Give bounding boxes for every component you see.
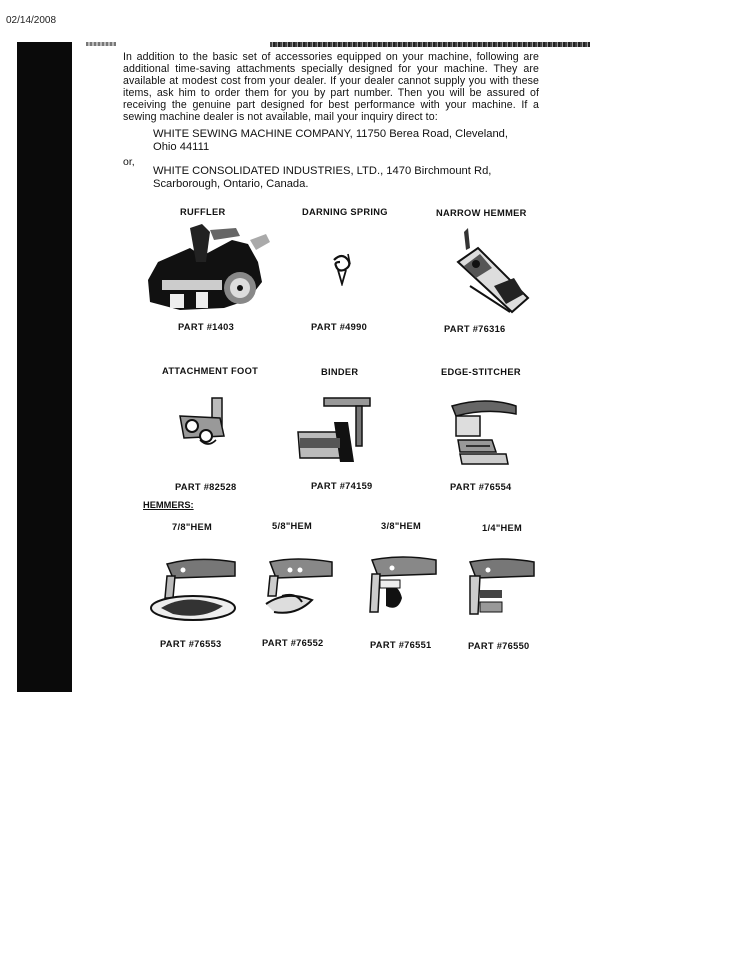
hemmer-5-8-icon <box>256 556 336 618</box>
edge-stitcher-part: PART #76554 <box>450 482 512 492</box>
attachment-foot-part: PART #82528 <box>175 482 237 492</box>
hemmer-3-8-part: PART #76551 <box>370 640 432 650</box>
intro-paragraph: In addition to the basic set of accessories equipped on your machine, following are additional time-saving attachments specially designed for your machine. They are available at modest cost from your dealer. If your dealer cannot supply you with these items, ask him to order them for you by part number. Then you will be assured of receiving the genuine part designed for best performance with your machine. If a sewing machine dealer is not available, mail your inquiry direct to: <box>123 51 539 124</box>
edge-stitcher-label: EDGE-STITCHER <box>441 367 521 377</box>
narrow-hemmer-part: PART #76316 <box>444 324 506 334</box>
binder-label: BINDER <box>321 367 359 377</box>
date-stamp: 02/14/2008 <box>6 15 57 26</box>
hemmer-3-8-icon <box>364 554 440 618</box>
hemmer-5-8-part: PART #76552 <box>262 638 324 648</box>
hemmer-3-8-label: 3/8"HEM <box>381 521 422 531</box>
or-text: or, <box>123 156 135 168</box>
edge-stitcher-icon <box>446 396 522 466</box>
ruffler-part: PART #1403 <box>178 322 235 332</box>
hemmer-7-8-icon <box>143 556 239 624</box>
binder-icon <box>296 392 374 464</box>
hemmers-heading: HEMMERS: <box>143 500 194 510</box>
address-canada: WHITE CONSOLIDATED INDUSTRIES, LTD., 1470 Birchmount Rd, Scarborough, Ontario, Canada. <box>153 165 492 190</box>
scan-edge-bar <box>17 42 72 692</box>
hemmer-7-8-part: PART #76553 <box>160 639 222 649</box>
darning-spring-label: DARNING SPRING <box>302 207 388 217</box>
hemmer-1-4-part: PART #76550 <box>468 641 530 651</box>
ruffler-icon <box>140 222 272 314</box>
top-rule-right <box>270 42 590 47</box>
darning-spring-part: PART #4990 <box>311 322 368 332</box>
ruffler-label: RUFFLER <box>180 207 226 217</box>
hemmer-1-4-label: 1/4"HEM <box>482 523 523 533</box>
attachment-foot-label: ATTACHMENT FOOT <box>162 366 259 376</box>
address-usa: WHITE SEWING MACHINE COMPANY, 11750 Berea Road, Cleveland, Ohio 44111 <box>153 128 509 153</box>
hemmer-7-8-label: 7/8"HEM <box>172 522 213 532</box>
narrow-hemmer-icon <box>450 226 532 316</box>
hemmer-1-4-icon <box>462 556 538 620</box>
hemmer-5-8-label: 5/8"HEM <box>272 521 313 531</box>
attachment-foot-icon <box>172 396 244 450</box>
narrow-hemmer-label: NARROW HEMMER <box>436 208 527 218</box>
top-rule-left <box>86 42 116 46</box>
darning-spring-icon <box>328 250 356 286</box>
binder-part: PART #74159 <box>311 481 373 491</box>
